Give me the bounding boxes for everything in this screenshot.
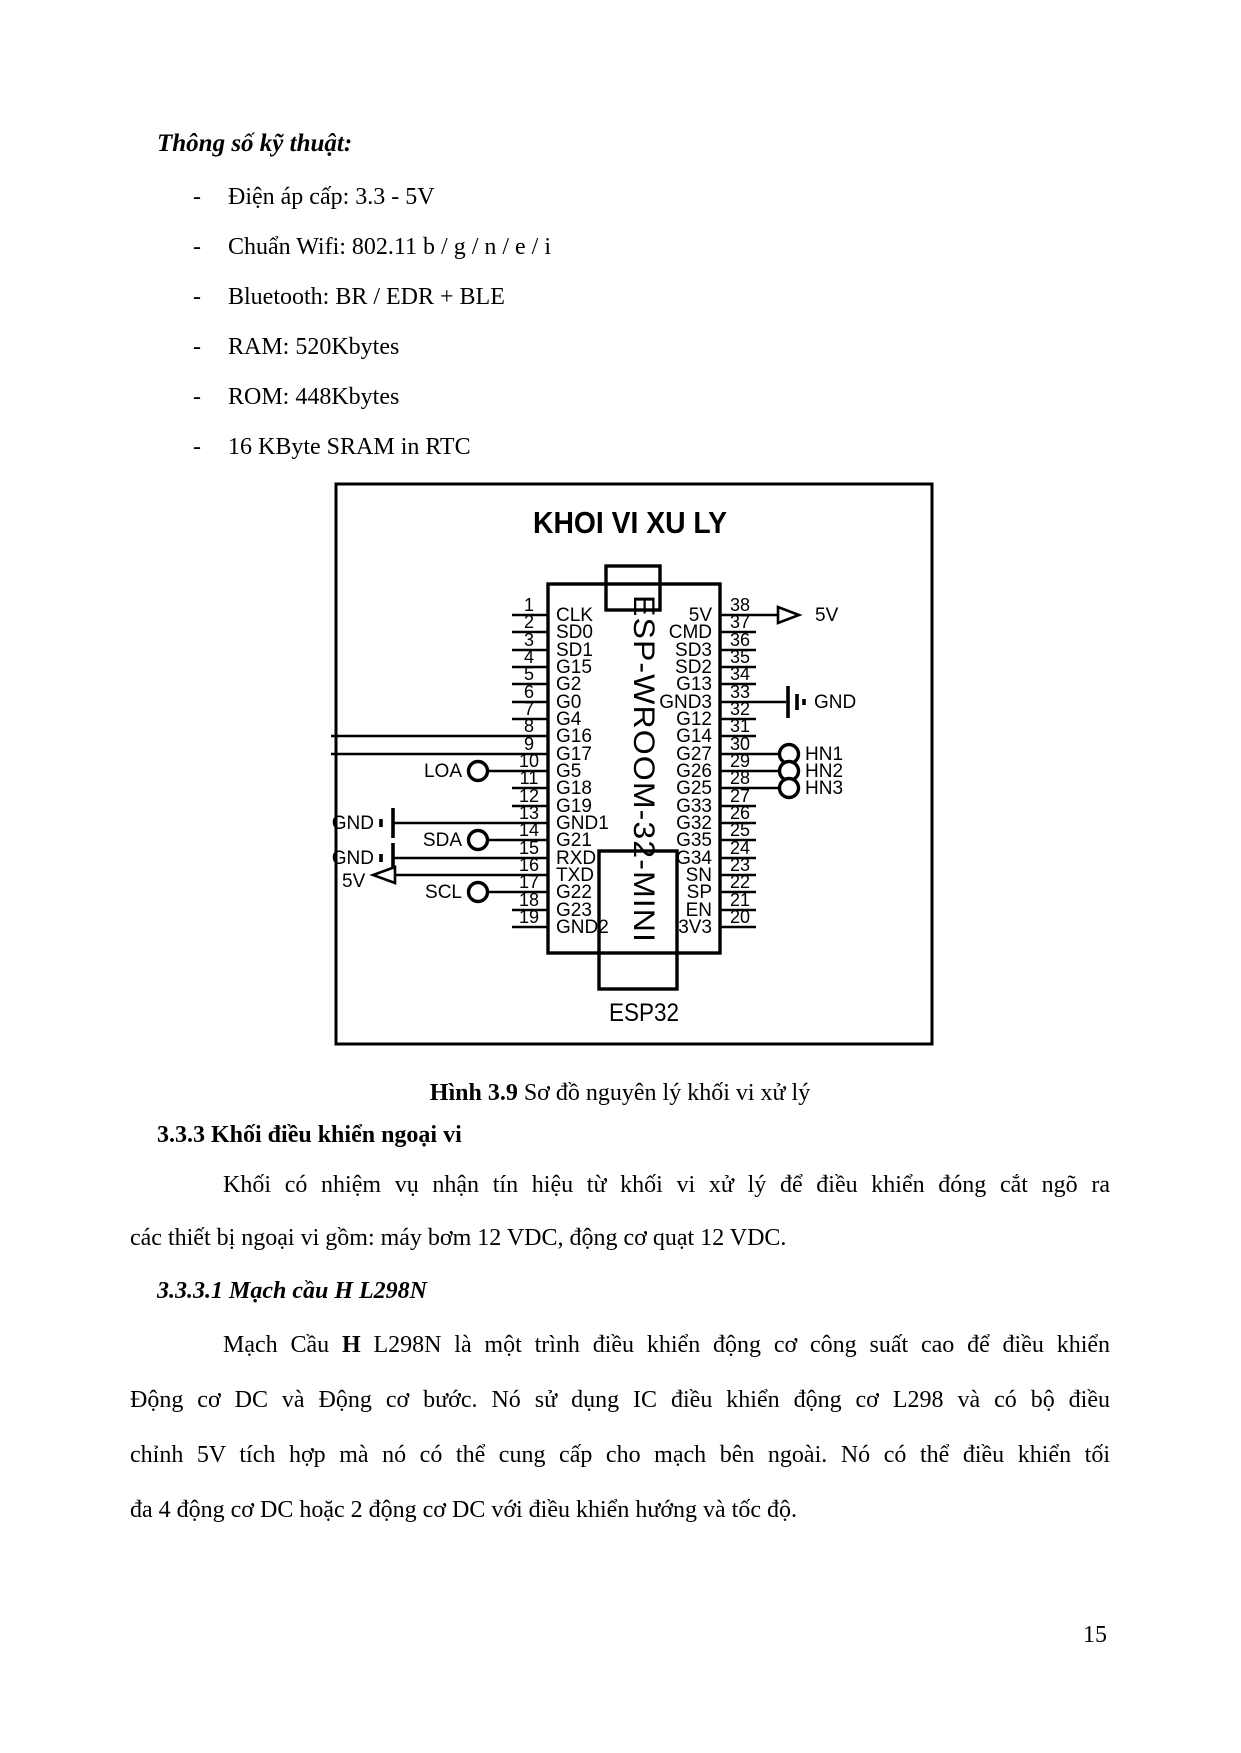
bullet-dash: - xyxy=(193,184,201,210)
svg-text:27: 27 xyxy=(729,786,751,806)
svg-text:29: 29 xyxy=(729,751,751,771)
left-pin-names xyxy=(556,605,609,938)
svg-text:G4: G4 xyxy=(556,709,582,730)
svg-text:G5: G5 xyxy=(556,761,582,782)
svg-text:4: 4 xyxy=(523,647,535,667)
svg-text:8: 8 xyxy=(523,716,535,736)
svg-text:11: 11 xyxy=(519,768,539,788)
chip-bottom-label: ESP32 xyxy=(609,999,679,1027)
gnd-symbol-right xyxy=(788,686,804,718)
paragraph-segment: Mạch Cầu xyxy=(223,1332,330,1358)
5v-arrow-right xyxy=(778,607,799,623)
bullet-dash: - xyxy=(193,384,201,410)
figure-caption xyxy=(130,1080,1110,1107)
list-item xyxy=(193,384,399,411)
svg-text:SD3: SD3 xyxy=(675,640,712,661)
svg-text:7: 7 xyxy=(523,699,535,719)
paragraph-segment: L298N là một trình điều khiển động cơ công suất cao để điều khiển xyxy=(373,1332,1111,1358)
svg-text:33: 33 xyxy=(729,682,751,702)
svg-text:26: 26 xyxy=(729,803,751,823)
section-333-heading: 3.3.3 Khối điều khiển ngoại vi xyxy=(157,1122,462,1148)
svg-text:G33: G33 xyxy=(676,796,712,817)
loa-label: LOA xyxy=(423,761,462,782)
paragraph-line xyxy=(130,1332,1110,1359)
svg-text:SP: SP xyxy=(686,882,712,903)
svg-text:SD1: SD1 xyxy=(556,640,593,661)
svg-text:GND1: GND1 xyxy=(556,813,609,834)
page-number: 15 xyxy=(1083,1622,1107,1648)
svg-text:37: 37 xyxy=(729,612,751,632)
svg-text:25: 25 xyxy=(729,820,751,840)
svg-text:G13: G13 xyxy=(676,674,712,695)
scl-label: SCL xyxy=(425,882,462,903)
spec-text: RAM: 520Kbytes xyxy=(228,334,400,360)
svg-text:34: 34 xyxy=(729,664,751,684)
svg-text:9: 9 xyxy=(523,734,535,754)
list-item xyxy=(193,334,399,361)
svg-text:G32: G32 xyxy=(676,813,712,834)
svg-text:35: 35 xyxy=(729,647,751,667)
svg-text:G16: G16 xyxy=(556,726,592,747)
svg-text:13: 13 xyxy=(518,803,540,823)
svg-text:18: 18 xyxy=(518,890,540,910)
hn3-label: HN3 xyxy=(805,778,844,799)
svg-text:3: 3 xyxy=(523,630,535,650)
svg-text:G34: G34 xyxy=(676,848,712,869)
svg-text:28: 28 xyxy=(729,768,751,788)
right-pin-names xyxy=(659,605,712,938)
circuit-diagram xyxy=(328,482,944,1048)
paragraph-line: các thiết bị ngoại vi gồm: máy bơm 12 VDC, động cơ quạt 12 VDC. xyxy=(130,1225,787,1251)
svg-text:3V3: 3V3 xyxy=(678,917,712,938)
loa-terminal-circle xyxy=(469,762,488,781)
svg-text:30: 30 xyxy=(729,734,751,754)
svg-text:1: 1 xyxy=(523,595,535,615)
gnd-right-label: GND xyxy=(814,692,857,713)
chip-vertical-label: ESP-WROOM-32-MINI xyxy=(627,595,660,921)
spec-text: Điện áp cấp: 3.3 - 5V xyxy=(228,184,435,210)
5v-arrow-left xyxy=(373,867,395,883)
svg-text:38: 38 xyxy=(729,595,751,615)
gnd-symbol-left-1 xyxy=(381,808,393,838)
svg-text:19: 19 xyxy=(518,907,540,927)
paragraph-line: Động cơ DC và Động cơ bước. Nó sử dụng IC điều khiển động cơ L298 và có bộ điều xyxy=(130,1387,1110,1413)
svg-text:14: 14 xyxy=(518,820,540,840)
svg-text:CMD: CMD xyxy=(668,622,712,643)
sda-terminal-circle xyxy=(469,831,488,850)
svg-text:5V: 5V xyxy=(688,605,712,626)
scl-terminal-circle xyxy=(469,883,488,902)
svg-text:20: 20 xyxy=(729,907,751,927)
svg-text:G26: G26 xyxy=(676,761,712,782)
hn1-label: HN1 xyxy=(805,744,844,765)
hn2-label: HN2 xyxy=(805,761,844,782)
svg-text:G23: G23 xyxy=(556,900,592,921)
svg-text:12: 12 xyxy=(518,786,540,806)
svg-text:21: 21 xyxy=(729,890,751,910)
list-item xyxy=(193,184,435,211)
svg-text:G0: G0 xyxy=(556,692,582,713)
svg-text:SN: SN xyxy=(685,865,712,886)
svg-text:31: 31 xyxy=(729,716,751,736)
bullet-dash: - xyxy=(193,334,201,360)
svg-text:CLK: CLK xyxy=(556,605,593,626)
svg-text:2: 2 xyxy=(523,612,535,632)
figure-caption-text: Sơ đồ nguyên lý khối vi xử lý xyxy=(517,1080,811,1106)
section-3331-heading: 3.3.3.1 Mạch cầu H L298N xyxy=(157,1278,427,1304)
svg-text:TXD: TXD xyxy=(556,865,594,886)
svg-text:GND3: GND3 xyxy=(659,692,712,713)
svg-text:16: 16 xyxy=(518,855,540,875)
specs-heading: Thông số kỹ thuật: xyxy=(157,130,353,157)
left-pin-numbers xyxy=(519,595,539,927)
svg-text:G25: G25 xyxy=(676,778,712,799)
svg-text:G21: G21 xyxy=(556,830,592,851)
svg-text:23: 23 xyxy=(729,855,751,875)
svg-text:G27: G27 xyxy=(676,744,712,765)
diagram-title: KHOI VI XU LY xyxy=(533,505,728,540)
svg-text:G17: G17 xyxy=(556,744,592,765)
spec-text: Bluetooth: BR / EDR + BLE xyxy=(228,284,505,310)
svg-text:RXD: RXD xyxy=(556,848,597,869)
paragraph-segment-bold: H xyxy=(341,1332,361,1358)
sda-label: SDA xyxy=(422,830,462,851)
5v-left-label: 5V xyxy=(342,871,366,892)
svg-text:36: 36 xyxy=(729,630,751,650)
figure-caption-number: Hình 3.9 xyxy=(429,1080,518,1106)
bullet-dash: - xyxy=(193,434,201,460)
svg-text:22: 22 xyxy=(729,872,751,892)
svg-text:G22: G22 xyxy=(556,882,592,903)
spec-text: Chuẩn Wifi: 802.11 b / g / n / e / i xyxy=(228,234,552,260)
svg-text:SD0: SD0 xyxy=(556,622,593,643)
svg-text:G12: G12 xyxy=(676,709,712,730)
svg-text:EN: EN xyxy=(685,900,712,921)
bullet-dash: - xyxy=(193,234,201,260)
svg-text:10: 10 xyxy=(518,751,540,771)
svg-text:5: 5 xyxy=(523,664,535,684)
svg-text:G2: G2 xyxy=(556,674,582,695)
spec-text: ROM: 448Kbytes xyxy=(228,384,400,410)
svg-text:32: 32 xyxy=(729,699,751,719)
svg-text:24: 24 xyxy=(729,838,751,858)
list-item xyxy=(193,284,505,311)
list-item xyxy=(193,434,471,461)
svg-text:G18: G18 xyxy=(556,778,592,799)
paragraph-line: chỉnh 5V tích hợp mà nó có thể cung cấp cho mạch bên ngoài. Nó có thể điều khiển tối xyxy=(130,1442,1110,1468)
spec-text: 16 KByte SRAM in RTC xyxy=(228,434,471,460)
svg-text:G14: G14 xyxy=(676,726,712,747)
svg-text:G19: G19 xyxy=(556,796,592,817)
gnd-left-2-label: GND xyxy=(331,848,374,869)
hn3-terminal-circle xyxy=(780,779,799,798)
list-item xyxy=(193,234,551,261)
svg-text:SD2: SD2 xyxy=(675,657,712,678)
svg-text:G15: G15 xyxy=(556,657,592,678)
svg-text:6: 6 xyxy=(523,682,535,702)
svg-text:15: 15 xyxy=(518,838,540,858)
5v-right-label: 5V xyxy=(815,605,839,626)
paragraph-line: Khối có nhiệm vụ nhận tín hiệu từ khối vi xử lý để điều khiển đóng cắt ngõ ra xyxy=(223,1172,1110,1198)
svg-text:GND2: GND2 xyxy=(556,917,609,938)
gnd-left-1-label: GND xyxy=(331,813,374,834)
svg-text:17: 17 xyxy=(518,872,540,892)
svg-text:G35: G35 xyxy=(676,830,712,851)
bullet-dash: - xyxy=(193,284,201,310)
paragraph-line: đa 4 động cơ DC hoặc 2 động cơ DC với điều khiển hướng và tốc độ. xyxy=(130,1497,797,1523)
right-pin-numbers xyxy=(730,595,750,927)
